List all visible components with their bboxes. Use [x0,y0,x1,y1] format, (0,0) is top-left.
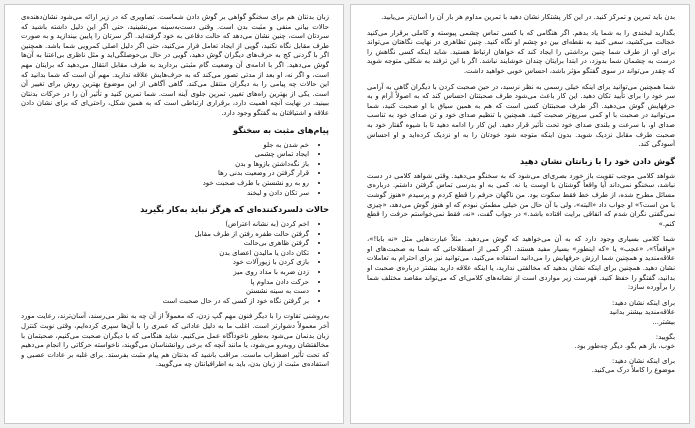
paragraph: شواهد کلامی موجب تقویت باز خورد بصری‌ای می‌شود که به سخنگو می‌دهید. وقتی شواهد کلامی در دست نباشد، سخنگو نمی‌داند آیا واقعاً گوشتان با اوست یا نه. کمی به او بدرسی تماس گرفتن داشتم. درباره‌ی مسائل مطرح شده، از طرف خط فقط سکوت بود. من ناگهان حرفم را قطع کردم و پرسیدم «هنوز گوشت با من است؟» او جواب داد «البته»، ولی با آن حال من خیلی مطمئن نبودم که او هنوز گوش می‌دهد، «چیزی نمی‌گفتی نگران شدم که اتفاقی برایت افتاده باشد.» در جواب گفت، «نه، فقط نمی‌خواستم حرفت را قطع کنم.» [367,171,675,228]
list-item: • ایجاد تماس چشمی [21,150,309,160]
example-line: موضوع را کاملاً درک می‌کنید. [591,366,675,375]
section-heading: حالات دلسردکننده‌ای که هرگز نباید به‌کار بگیرید [140,204,329,215]
list-item: • رو به رو نشستن با طرف صحبت خود [21,179,309,189]
list-item: • باز نگه‌داشتن بازوها و بدن [21,160,309,170]
list-item: • بر گرفتن نگاه خود از کسی که در حال صحبت است [21,297,309,307]
example-line: بیشتر... [652,318,675,327]
right-page-content [367,13,675,417]
list-item: • زدن ضربه با مداد روی میز [21,268,309,278]
left-page-content [21,13,329,417]
list-item: • سر تکان دادن و لبخند [21,189,309,199]
negative-signals-list [21,220,329,306]
example-line: بگویید: [655,332,675,341]
verbal-cue-example [367,333,675,352]
list-item: • حرکت دادن مداوم پا [21,278,309,288]
list-item: • خم شدن به جلو [21,141,309,151]
example-line: علاقه‌مندید بیشتر بدانید [609,308,675,317]
paragraph: شما همچنین می‌توانید برای اینکه خیلی رسمی به نظر نرسید، در حین صحبت کردن با دیگران گاهی به آرامی سر خود را برای تأیید تکان دهید. این کار باعث می‌شود طرف صحبتتان احساس کند که به اصولاً آرام و به حرفهایش گوش می‌دهید. اگر طرف صحبتتان کسی است که هم به همین سیاق با او صحبت کنید، شما می‌توانید در صحبت با او کمی سریع‌تر صحبت کنید. همچنین با تنظیم صدای خود و تن صدای خود به تناسب صدای او، با سرعت و بلندی صدای خود تحت تأثیر قرار دهید. این کار را ادامه دهید تا با شیوه گفتار خود به صحبت طرف مقابل نزدیک شوید. بدون اینکه متوجه شود خودتان را به او نزدیک کرده‌اید و او احساس آسودگی کند. [367,82,675,149]
paragraph: بگذارید لبخندی را به شما یاد بدهم. اگر هنگامی که با کسی تماس چشمی پیوسته و کاملی برقرار می‌کنید خجالت می‌کشید، سعی کنید به نقطه‌ای بین دو چشم او نگاه کنید. چنین تظاهری در نهایت نگاهتان می‌تواند برای او، از طرف شما چنین برداشتی را ایجاد کند که خواهان ارتباط هستید. شاید اینکه کسی نگاهش را درست به چشمان شما بدوزد، در ابتدا برایتان چندان خوشایند نباشد. اگر با این ترفند به شکلی متوجه شوید که چقدر می‌تواند در سوی گفتگو مؤثر باشد، احساس خوبی خواهید داشت. [367,28,675,75]
paragraph: بدن باید تمرین و تمرکز کنید. در این کار پشتکار نشان دهید با تمرین مداوم هر بار آن را آسان‌تر می‌یابید. [381,13,675,21]
verbal-cue-example [367,357,675,376]
right-page [350,4,690,424]
list-item: • تکان دادن یا مالیدن اعضای بدن [21,249,309,259]
list-item: • گرفتن حالت طفره رفتن از طرف مقابل [21,230,309,240]
paragraph: شما کلامی بسیاری وجود دارد که به آن می‌خواهید که گوش می‌دهید. مثلاً عبارت‌هایی مثل «نه بابا!»، «واقعاً؟»، «عجب» یا «که اینطور» بسیار مفید هستند. اگر کمی از اصطلاحاتی که شما به صحبت‌های او علاقه‌مندید و همچنین شما ارزش حرفهایش را می‌دانید استفاده می‌کنید، می‌توانید نیز برای احترام به تعاملات نشان دهید. همچنین برای اینکه نشان بدهید که مخالفتی ندارید، یا اینکه علاقه دارید بیشتر درباره‌ی صحبت او بدانید، گفتگو را حفظ کنید. فهرست زیر مواردی است از نشانه‌های کلامی‌ای که می‌تواند مقاصد مختلف شما را برآورده سازد: [367,235,675,292]
example-line: برای اینکه نشان دهید: [612,356,675,365]
left-page [4,4,344,424]
verbal-cue-example [367,299,675,328]
positive-signals-list [21,141,329,199]
list-item: • دست به سینه نشستن [21,287,309,297]
list-item: • گرفتن ظاهری بی‌حالت [21,239,309,249]
list-item: • اخم کردن (به نشانه اعتراض) [21,220,309,230]
list-item: • بازی کردن با زیورآلات خود [21,258,309,268]
list-item: • قرار گرفتن در وضعیت بدنی رها [21,169,309,179]
example-line: خوب، باز هم بگو. دیگر چه‌طور بود. [574,342,675,351]
example-line: برای اینکه نشان دهید: [612,298,675,307]
paragraph: زبان بدنتان هم برای سخنگو گواهی بر گوش دادن شماست. تصاویری که در زیر ارائه می‌شود نشان‌دهنده‌ی حالات بیانی منفی و مثبت بدن است. وقتی دست‌به‌سینه می‌نشینید، حتی اگر این دلیل داشته باشید که سردتان است، چنین نشان می‌دهد که حالت دفاعی به خود گرفته‌اید. اگر سرتان را پایین بیندازید و به صورت طرف مقابل نگاه نکنید، گویی از ایجاد تعامل فرار می‌کنید، حتی اگر دلیل اصلی کمرویی شما باشد. همچنین اگر با گردنی کج به حرف‌های دیگران گوش دهید، گویی در حال بی‌حوصلگی‌اید و مثل ناظری بی‌اعتنا به آن‌ها گوش می‌دهید. اگر با ادامه‌ی آن وضعیت گام مثبتی بردارید به طرف مقابل انتقال می‌دهید که برایتان مهم است، و اگر نه، او بعد از مدتی تصور می‌کند که به حرف‌هایش علاقه ندارید. مهم آن است که شما بدانید که این حالات چه پیامی را به دیگران منتقل می‌کند. گاهی آگاهی از این موضوع بهترین روش برای تغییر آن است. یکی از بهترین راه‌های تغییر، تمرین جلوی آینه است. شما تمرین کنید و تأثیر آن را در حرکات بدنتان ببینید. در نهایت آنچه اهمیت دارد، برقراری ارتباطی است که به همین شکل، راحتی‌ای که برای نشان دادن علاقه و اشتیاقتان به گفتگو وجود دارد. [21,13,329,117]
section-heading: گوش دادن خود را با زبانتان نشان دهید [519,155,675,166]
paragraph: به‌روشنی تفاوت را با دیگر فنون مهم گپ زدن، که معمولاً از آن چه به نظر می‌رسند، آسان‌ترند، رعایت مورد آخر معمولاً دشوارتر است. اغلب ما به دلیل عاداتی که عمری را با آن‌ها سپری کرده‌ایم، وقتی نوبت کنترل زبان بدنمان می‌شود به‌طور ناخودآگاه عمل می‌کنیم. شاید هنگامی که با دیگران صحبت می‌کنیم، صحبتمان با مخالفتشان روبه‌رو می‌شود، یا مانند آنچه که برخی روانشناسان می‌گویند، ناخواسته حرکاتی را انجام می‌دهیم که تحت تأثیر اضطراب ماست. مراقب باشید که بدنتان هم پیام مثبت بفرستد. برای غلبه بر عادات عصبی و استفاده‌ی مثبت از زبان بدن، باید به اطرافیانتان چه می‌گویید. [21,312,329,369]
section-heading: پیام‌های مثبت به سخنگو [233,124,329,135]
